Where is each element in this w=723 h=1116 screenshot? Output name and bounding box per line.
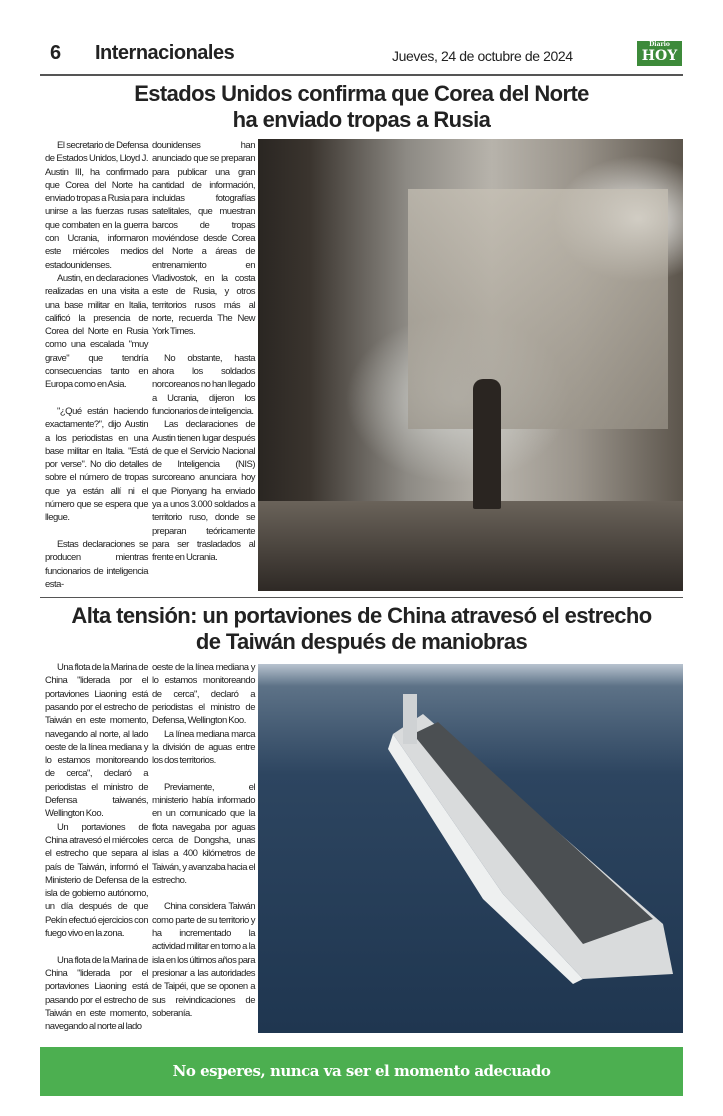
logo-big-text: HOY [641,48,678,64]
headline-line: ha enviado tropas a Rusia [232,107,491,132]
newspaper-logo [637,41,682,66]
article1-photo-firefighter [258,139,683,591]
paragraph: Una flota de la Marina de China "liderada por el portaviones Liaoning está pasando por el estrecho de Taiwán en este momento, navegando al norte al lado [45,954,148,1033]
paragraph: Previamente, el ministerio había informado en un comunicado que la flota navegaba por aguas cerca de Dongsha, unas islas a 400 kilómetros de Taiwán, y avanzaba hacia el estrecho. [152,781,255,886]
paragraph: El secretario de Defensa de Estados Unidos, Lloyd J. Austin III, ha confirmado que Corea del Norte ha enviado tropas a Rusia para unirse a las fuerzas rusas que combaten en la guerra con Ucrania, informaron este miércoles medios estadounidenses. [45,140,148,271]
article1-column-2 [152,139,255,591]
page-header [40,0,683,74]
section-title: Internacionales [95,42,235,64]
article-divider [40,597,683,598]
firefighter-figure [473,379,501,509]
headline-line: Estados Unidos confirma que Corea del Norte [134,81,589,106]
paragraph: Austin, en declaraciones realizadas en una visita a una base militar en Italia, calificó la presencia de Corea del Norte en Rusia como una escalada "muy grave" que tendría consecuencias tanto en Europa como en Asia. [45,272,148,391]
paragraph: oeste de la línea mediana y lo estamos monitoreando de cerca", declaró a periodistas el ministro de Defensa, Wellington Koo. [152,662,255,727]
article2-photo-aircraft-carrier [258,664,683,1033]
header-rule [40,74,683,76]
article1-column-1 [45,139,148,591]
paragraph: dounidenses han anunciado que se preparan para publicar una gran cantidad de información, incluidas fotografías satelitales, que muestran barcos de tropas moviéndose desde Corea del Norte a áreas de entrenamiento en Vladivostok, en la costa este de Rusia, y otros territorios rusos más al norte, recuerda The New York Times. [152,140,255,338]
logo-small-text: Diario [649,41,670,48]
article2-headline [40,603,683,655]
article1-headline [40,81,683,133]
paragraph: Una flota de la Marina de China "liderada por el portaviones Liaoning está pasando por el estrecho de Taiwán en este momento, navegando al norte, al lado oeste de la línea mediana y lo estamos monitoreando de cerca", declaró a periodistas el ministro de Defensa taiwanés, Wellington Koo. [45,662,148,820]
headline-line: de Taiwán después de maniobras [195,629,528,655]
issue-date: Jueves, 24 de octubre de 2024 [392,48,573,64]
paragraph: Un portaviones de China atravesó el miércoles el estrecho que separa al país de Taiwán, informó el Ministerio de Defensa de la isla de gobierno autónomo, un día después de que Pekín efectuó ejercicios con fuego vivo en la zona. [45,821,148,940]
paragraph: Las declaraciones de Austin tienen lugar después de que el Servicio Nacional de Inteligencia (NIS) surcoreano anunciara hoy que Pionyang ha enviado ya a unos 3.000 soldados a territorio ruso, donde se preparan teóricamente para ser trasladados al frente en Ucrania. [152,419,255,564]
headline-line: Alta tensión: un portaviones de China atravesó el estrecho [71,603,652,629]
article2-column-2 [152,661,255,1033]
footer-banner: No esperes, nunca va ser el momento adecuado [40,1047,683,1096]
paragraph: China considera Taiwán como parte de su territorio y ha incrementado la actividad militar en torno a la isla en los últimos años para presionar a las autoridades de Taipéi, que se oponen a sus reivindicaciones de soberanía. [152,901,255,1019]
article2-body [40,661,683,1033]
page-number: 6 [50,42,62,64]
paragraph: No obstante, hasta ahora los soldados norcoreanos no han llegado a Ucrania, dijeron los funcionarios de inteligencia. [152,352,255,417]
article2-column-1 [45,661,148,1033]
aircraft-carrier-illustration [383,694,683,984]
article1-body [40,139,683,591]
paragraph: "¿Qué están haciendo exactamente?", dijo Austin a los periodistas en una base militar en Italia. "Está por verse". No dio detalles sobre el número de tropas que ya están allí ni el número que se espera que llegue. [45,405,148,524]
rubble [258,501,683,591]
damaged-building [408,189,668,429]
paragraph: Estas declaraciones se producen mientras funcionarios de inteligencia esta- [45,538,148,590]
paragraph: La línea mediana marca la división de aguas entre los dos territorios. [152,728,255,767]
